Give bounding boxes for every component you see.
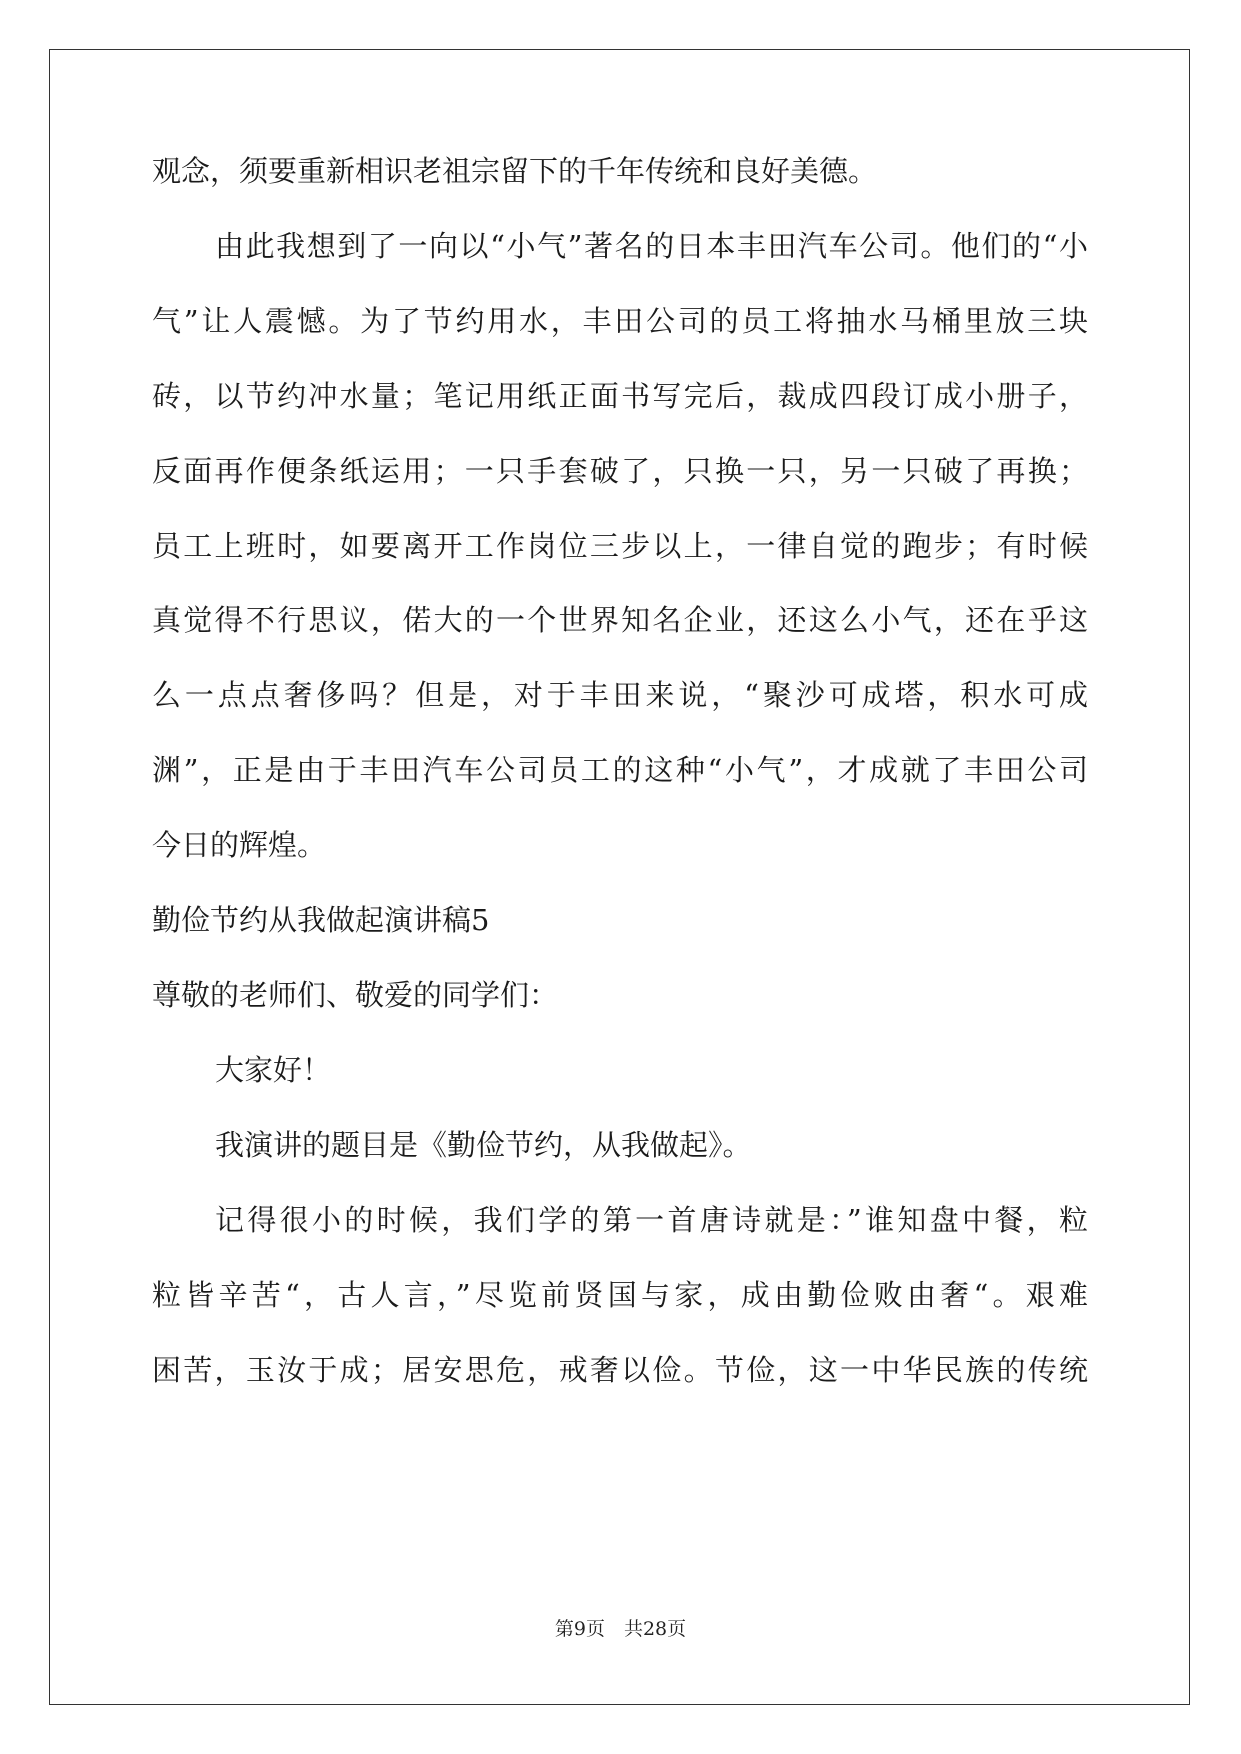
- paragraph-line: 我演讲的题目是《勤俭节约，从我做起》。: [215, 1128, 752, 1162]
- paragraph-line: 反面再作便条纸运用；一只手套破了，只换一只，另一只破了再换；: [152, 454, 1088, 488]
- page-number: 第9页 共28页: [554, 1618, 687, 1640]
- paragraph-line: 么一点点奢侈吗？但是，对于丰田来说，“聚沙可成塔，积水可成: [152, 678, 1088, 712]
- page-footer: [0, 1614, 1241, 1641]
- paragraph-line: 由此我想到了一向以“小气”著名的日本丰田汽车公司。他们的“小: [215, 229, 1088, 263]
- salutation: 尊敬的老师们、敬爱的同学们：: [152, 978, 559, 1012]
- paragraph-line: 困苦，玉汝于成；居安思危，戒奢以俭。节俭，这一中华民族的传统: [152, 1353, 1088, 1387]
- paragraph-line: 真觉得不行思议，偌大的一个世界知名企业，还这么小气，还在乎这: [152, 603, 1088, 637]
- paragraph-line: 观念，须要重新相识老祖宗留下的千年传统和良好美德。: [152, 154, 878, 188]
- page-border: [49, 49, 1190, 1705]
- paragraph-line: 员工上班时，如要离开工作岗位三步以上，一律自觉的跑步；有时候: [152, 529, 1088, 563]
- paragraph-line: 气”让人震憾。为了节约用水，丰田公司的员工将抽水马桶里放三块: [152, 304, 1088, 338]
- paragraph-line: 今日的辉煌。: [152, 828, 327, 862]
- section-heading: 勤俭节约从我做起演讲稿5: [152, 903, 490, 937]
- paragraph-line: 粒皆辛苦“，古人言，”尽览前贤国与家，成由勤俭败由奢“。艰难: [152, 1278, 1088, 1312]
- paragraph-line: 渊”，正是由于丰田汽车公司员工的这种“小气”，才成就了丰田公司: [152, 753, 1088, 787]
- paragraph-line: 砖，以节约冲水量；笔记用纸正面书写完后，裁成四段订成小册子，: [152, 379, 1088, 413]
- greeting: 大家好！: [215, 1053, 332, 1087]
- paragraph-line: 记得很小的时候，我们学的第一首唐诗就是：”谁知盘中餐，粒: [215, 1203, 1088, 1237]
